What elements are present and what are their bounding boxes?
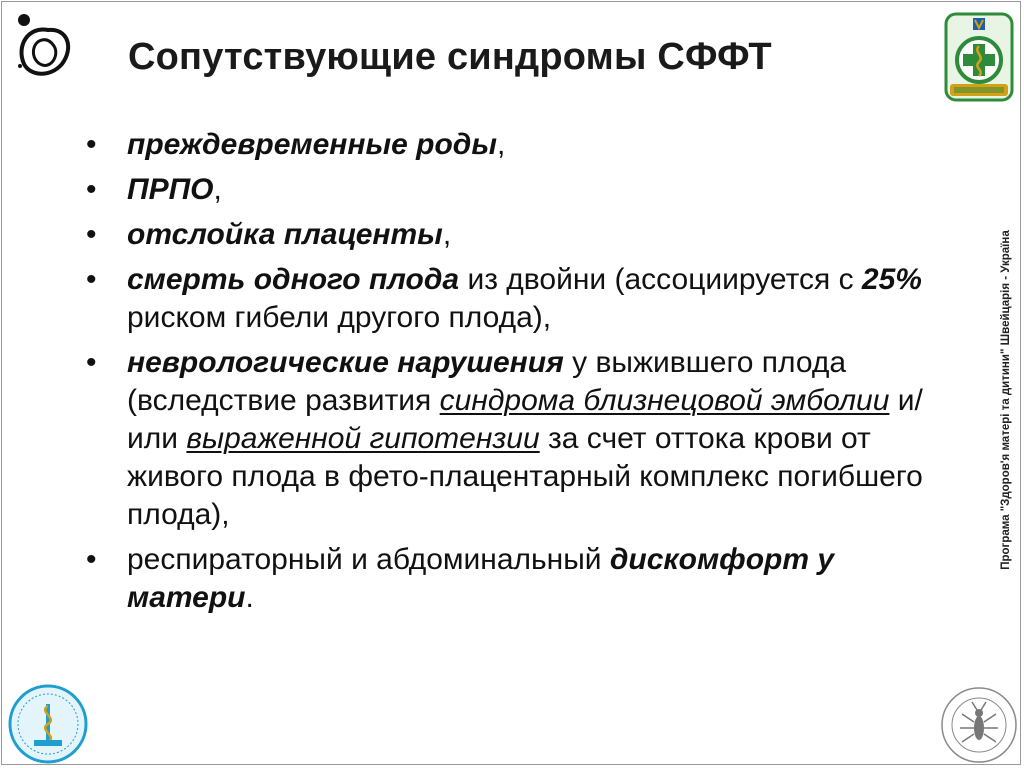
medical-academy-seal-icon [6,682,90,766]
bullet-icon: • [86,173,97,206]
bullet-term: синдрома близнецовой эмболии [439,384,890,417]
list-item [86,541,946,617]
list-item [86,261,946,337]
bullet-emphasis: отслойка плаценты [127,218,443,251]
list-item [86,126,946,164]
program-logo-icon [10,12,80,82]
list-item [86,216,946,254]
bullet-text: за счет оттока крови от живого плода в фето-плацентарный комплекс погибшего плода), [127,422,923,531]
bullet-text: , [496,128,506,161]
bullet-list [86,126,946,624]
bullet-text: . [245,581,254,614]
bullet-icon: • [86,543,97,576]
side-caption: Програма "Здоров'я матері та дитини" Швейцарія - Україна [1000,230,1012,570]
bullet-text: , [442,218,452,251]
medical-emblem-icon [940,8,1018,106]
bullet-emphasis: ПРПО [127,173,214,206]
bullet-text: из двойни (ассоциируется с [459,263,862,296]
bullet-text: риском гибели другого плода), [127,301,552,334]
list-item [86,344,946,534]
bullet-percent: 25% [861,263,922,296]
bullet-text: респираторный и абдоминальный [127,543,610,576]
bullet-icon: • [86,128,97,161]
bullet-text: и/или [127,384,923,455]
list-item [86,171,946,209]
helveticum-institute-seal-icon [938,684,1020,766]
bullet-emphasis: преждевременные роды [127,128,497,161]
bullet-term: выраженной гипотензии [186,422,540,455]
bullet-icon: • [86,263,97,296]
bullet-emphasis: дискомфорт у матери [127,543,835,614]
bullet-emphasis: смерть одного плода [127,263,460,296]
bullet-text: , [213,173,222,206]
slide-title: Сопутствующие синдромы СФФТ [128,36,772,78]
bullet-icon: • [86,218,97,251]
bullet-emphasis: неврологические нарушения [127,346,564,379]
bullet-icon: • [86,346,97,379]
bullet-text: у выжившего плода (вследствие развития [127,346,847,417]
